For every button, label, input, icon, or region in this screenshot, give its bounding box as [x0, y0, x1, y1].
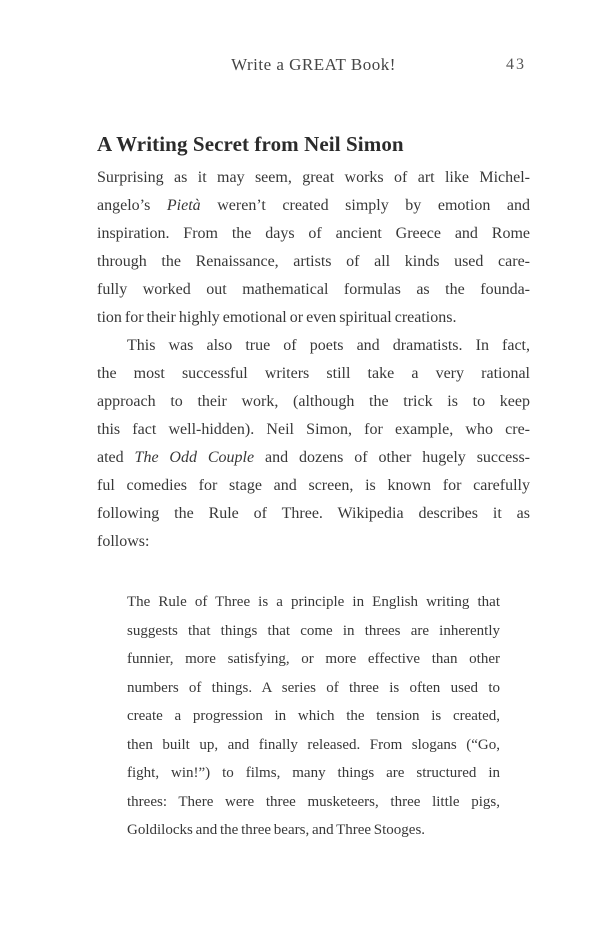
text-run: Goldilocks and the three bears, and Three Stooges.	[127, 822, 426, 838]
text-run: following the Rule of Three. Wikipedia describes it as	[97, 505, 530, 522]
text-run: This was also true of poets and dramatists. In fact,	[127, 337, 530, 354]
text-run: funnier, more satisfying, or more effective than other	[127, 651, 500, 667]
section-heading: A Writing Secret from Neil Simon	[97, 132, 404, 156]
text-line	[97, 388, 530, 416]
text-run: approach to their work, (although the trick is to keep	[97, 393, 530, 410]
text-line	[127, 645, 500, 674]
text-run: suggests that things that come in threes are inherently	[127, 622, 500, 639]
text-line	[97, 276, 530, 304]
text-run: tion for their highly emotional or even spiritual creations.	[97, 309, 457, 326]
text-run: angelo’s	[97, 197, 167, 214]
text-line	[97, 220, 530, 248]
text-run: numbers of things. A series of three is often used to	[127, 679, 500, 696]
text-run: and dozens of other hugely success-	[254, 449, 531, 466]
running-head-title: Write a GREAT Book!	[231, 55, 396, 74]
text-run: fight, win!”) to films, many things are structured in	[127, 765, 500, 781]
running-header	[97, 55, 530, 75]
text-line	[97, 416, 530, 444]
text-run: inspiration. From the days of ancient Greece and Rome	[97, 225, 530, 242]
text-run: this fact well-hidden). Neil Simon, for example, who cre-	[97, 421, 530, 438]
text-run: follows:	[97, 533, 150, 550]
text-line	[97, 360, 530, 388]
paragraph-1	[97, 164, 530, 332]
text-line	[97, 248, 530, 276]
text-line	[127, 702, 500, 731]
text-run: The Rule of Three is a principle in English writing that	[127, 594, 500, 610]
text-line	[127, 674, 500, 703]
text-run: through the Renaissance, artists of all kinds used care-	[97, 253, 530, 270]
text-line	[127, 816, 500, 845]
text-line	[127, 731, 500, 760]
text-line	[97, 332, 530, 360]
text-line	[97, 304, 530, 332]
text-line	[97, 472, 530, 500]
text-line	[97, 192, 530, 220]
text-run: then built up, and finally released. From slogans (“Go,	[127, 736, 500, 753]
text-line	[127, 788, 500, 817]
text-line	[97, 164, 530, 192]
text-run: threes: There were three musketeers, three little pigs,	[127, 793, 500, 810]
text-run: fully worked out mathematical formulas as the founda-	[97, 281, 530, 298]
text-run: create a progression in which the tension is created,	[127, 708, 500, 724]
text-line	[127, 759, 500, 788]
text-line	[97, 444, 530, 472]
blockquote	[127, 588, 500, 845]
italic-text-run: The Odd Couple	[134, 449, 255, 466]
body-text	[97, 164, 530, 556]
text-run: ated	[97, 449, 135, 466]
text-line	[97, 500, 530, 528]
text-line	[97, 528, 530, 556]
text-run: ful comedies for stage and screen, is known for carefully	[97, 477, 530, 494]
page-number: 43	[506, 56, 526, 73]
italic-text-run: Pietà	[166, 197, 201, 214]
text-run: the most successful writers still take a very rational	[97, 365, 530, 382]
text-line	[127, 588, 500, 617]
text-line	[127, 617, 500, 646]
paragraph-2	[97, 332, 530, 556]
text-run: Surprising as it may seem, great works of art like Michel-	[97, 169, 530, 186]
text-run: weren’t created simply by emotion and	[200, 197, 530, 214]
